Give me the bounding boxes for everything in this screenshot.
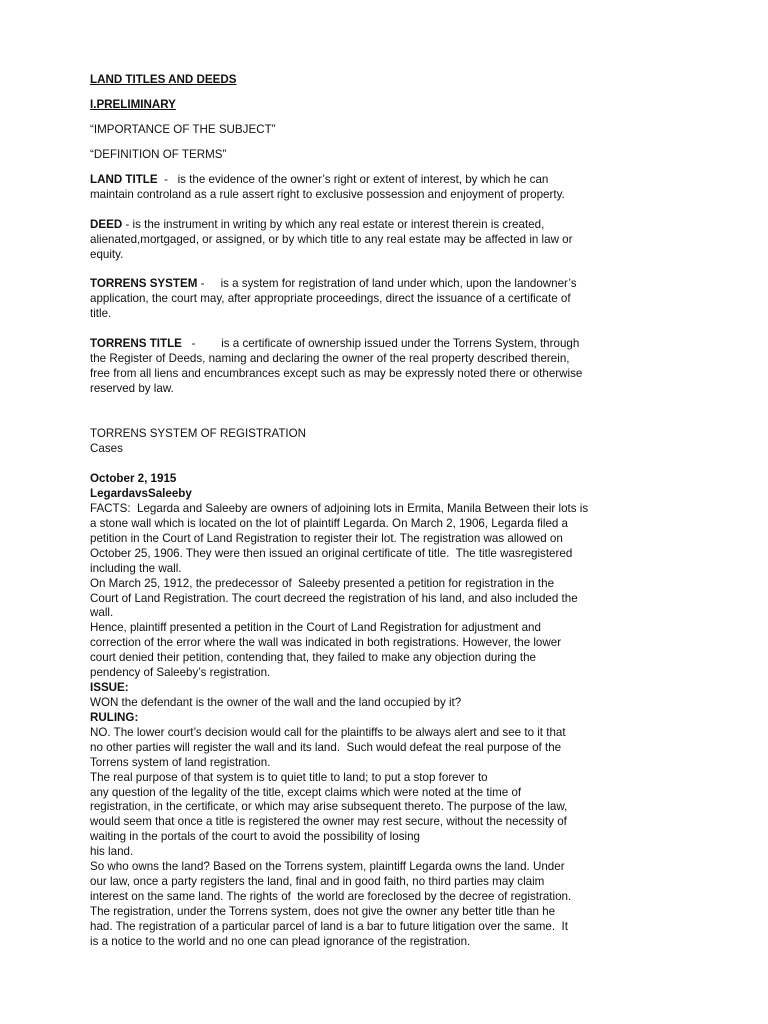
case-line: had. The registration of a particular parcel of land is a bar to future litigation over the same. It [90,919,568,933]
term-deed: DEED [90,218,123,231]
torrens-system-line-1: TORRENS SYSTEM - is a system for registration of land under which, upon the landowner’s [90,277,577,290]
case-line: Court of Land Registration. The court decreed the registration of his land, and also included the [90,591,578,605]
torrens-title-line-3: free from all liens and encumbrances except such as may be expressly noted there or otherwise [90,367,583,380]
section-preliminary: I.PRELIMINARY [90,98,176,111]
case-line: no other parties will register the wall and its land. Such would defeat the real purpose of the [90,740,562,754]
case-line: The real purpose of that system is to quiet title to land; to put a stop forever to [90,770,488,784]
case-line: October 25, 1906. They were then issued an original certificate of title. The title wasregistered [90,546,573,560]
case-line: correction of the error where the wall was indicated in both registrations. However, the lower [90,636,562,650]
case-line: waiting in the portals of the court to avoid the possibility of losing [90,830,420,844]
deed-line-3: equity. [90,248,124,261]
case-line: registration, in the certificate, or which may arise subsequent thereto. The purpose of the law, [90,800,568,814]
case-line: So who owns the land? Based on the Torrens system, plaintiff Legarda owns the land. Under [90,860,565,874]
case-line: petition in the Court of Land Registration to register their lot. The registration was allowed on [90,531,563,545]
deed-line-2: alienated,mortgaged, or assigned, or by which title to any real estate may be affected in law or [90,233,573,246]
case-line: any question of the legality of the title, except claims which were noted at the time of [90,785,522,799]
case-line: court denied their petition, contending that, they failed to make any objection during the [90,651,537,665]
case-date: October 2, 1915 [90,472,177,485]
case-line: RULING: [90,710,139,724]
heading-importance: “IMPORTANCE OF THE SUBJECT” [90,123,276,136]
case-line: ISSUE: [90,681,129,694]
torrens-system-line-2: application, the court may, after appropriate proceedings, direct the issuance of a certificate of [90,292,571,305]
term-torrens-system: TORRENS SYSTEM [90,277,198,290]
case-line: NO. The lower court’s decision would call for the plaintiffs to be always alert and see to it that [90,725,566,739]
case-line: wall. [90,606,114,620]
torrens-title-line-1: TORRENS TITLE - is a certificate of ownership issued under the Torrens System, through [90,337,580,350]
case-line: his land. [90,845,134,859]
land-title-line-1: LAND TITLE - is the evidence of the owner’s right or extent of interest, by which he can [90,173,549,186]
term-land-title: LAND TITLE [90,173,158,186]
torrens-title-line-2: the Register of Deeds, naming and declaring the owner of the real property described therein, [90,352,570,365]
case-line: Torrens system of land registration. [90,755,271,769]
section-heading: TORRENS SYSTEM OF REGISTRATION [90,427,307,440]
torrens-title-line-4: reserved by law. [90,382,174,395]
case-line: a stone wall which is located on the lot of plaintiff Legarda. On March 2, 1906, Legarda filed a [90,516,569,530]
case-line: our law, once a party registers the land, final and in good faith, no third parties may claim [90,875,545,888]
case-line: pendency of Saleeby’s registration. [90,666,271,680]
case-line: FACTS: Legarda and Saleeby are owners of adjoining lots in Ermita, Manila Between their lots is [90,502,589,515]
case-line: is a notice to the world and no one can plead ignorance of the registration. [90,934,471,948]
case-line: interest on the same land. The rights of the world are foreclosed by the decree of registration. [90,889,572,903]
case-line: including the wall. [90,561,182,575]
case-line: The registration, under the Torrens system, does not give the owner any better title than he [90,904,556,918]
cases-label: Cases [90,442,123,455]
torrens-system-line-3: title. [90,307,112,320]
case-line: Hence, plaintiff presented a petition in the Court of Land Registration for adjustment and [90,621,541,635]
case-line: WON the defendant is the owner of the wall and the land occupied by it? [90,696,462,709]
document-title: LAND TITLES AND DEEDS [90,73,237,86]
case-name: LegardavsSaleeby [90,487,192,500]
case-line: On March 25, 1912, the predecessor of Saleeby presented a petition for registration in the [90,576,555,590]
land-title-line-2: maintain controland as a rule assert right to exclusive possession and enjoyment of property. [90,188,565,201]
deed-line-1: DEED - is the instrument in writing by which any real estate or interest therein is created, [90,218,545,231]
heading-definitions: “DEFINITION OF TERMS” [90,148,227,161]
case-line: would seem that once a title is registered the owner may rest secure, without the necessity of [90,815,567,829]
term-torrens-title: TORRENS TITLE [90,337,182,350]
